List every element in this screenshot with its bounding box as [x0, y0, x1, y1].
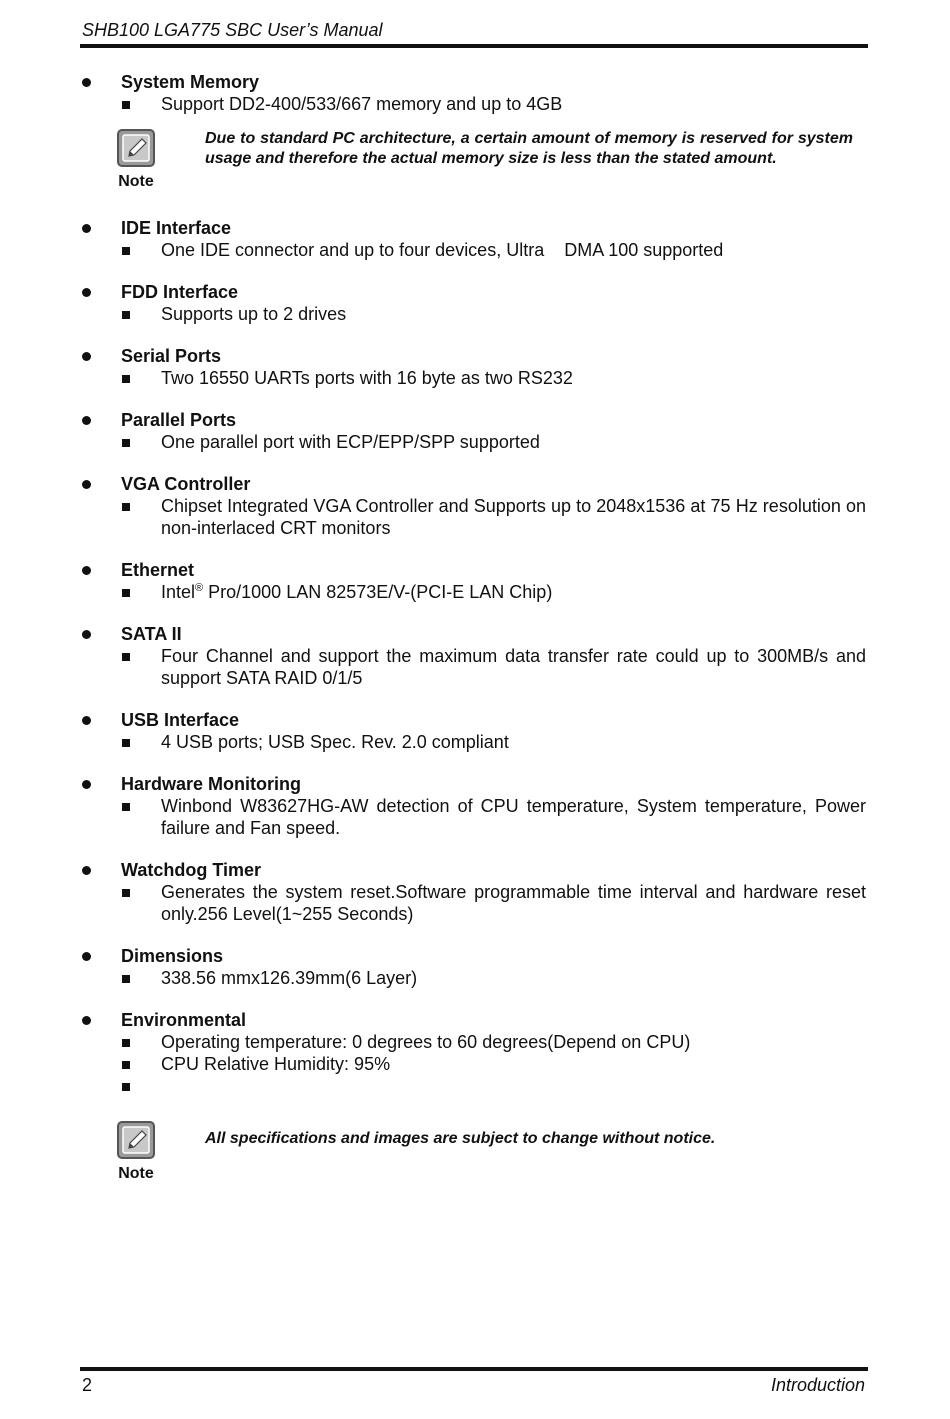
- bullet-dot-icon: [82, 352, 91, 361]
- square-bullet-icon: [122, 101, 130, 109]
- bullet-dot-icon: [82, 780, 91, 789]
- section-title: SATA II: [121, 624, 182, 644]
- spec-item: One IDE connector and up to four devices, Ultra DMA 100 supported: [161, 240, 724, 260]
- note-specifications: [80, 1121, 866, 1191]
- section-title: Environmental: [121, 1010, 247, 1030]
- square-bullet-icon: [122, 247, 130, 255]
- registered-mark: ®: [195, 582, 204, 594]
- square-bullet-icon: [122, 739, 130, 747]
- bullet-dot-icon: [82, 630, 91, 639]
- spec-item: 4 USB ports; USB Spec. Rev. 2.0 compliant: [161, 732, 509, 752]
- square-bullet-icon: [122, 653, 130, 661]
- spec-item: 338.56 mmx126.39mm(6 Layer): [161, 968, 418, 988]
- square-bullet-icon: [122, 311, 130, 319]
- spec-item: Intel® Pro/1000 LAN 82573E/V-(PCI-E LAN Chip): [80, 581, 866, 603]
- spec-list: [80, 71, 866, 1191]
- spec-item: Winbond W83627HG-AW detection of CPU temperature, System temperature, Power failure and Fan speed.: [161, 796, 866, 838]
- note-label: Note: [118, 173, 154, 190]
- footer-rule: [80, 1367, 868, 1371]
- spec-item: Chipset Integrated VGA Controller and Supports up to 2048x1536 at 75 Hz resolution on non-interlaced CRT monitors: [161, 496, 866, 538]
- bullet-dot-icon: [82, 416, 91, 425]
- square-bullet-icon: [122, 589, 130, 597]
- section-title: Hardware Monitoring: [121, 774, 302, 794]
- section-vga-controller: [80, 473, 866, 539]
- footer-section-title: Introduction: [770, 1375, 865, 1395]
- bullet-dot-icon: [82, 716, 91, 725]
- square-bullet-icon: [122, 1061, 130, 1069]
- section-title: USB Interface: [121, 710, 240, 730]
- section-title: Dimensions: [121, 946, 224, 966]
- spec-item: Two 16550 UARTs ports with 16 byte as two RS232: [161, 368, 573, 388]
- bullet-dot-icon: [82, 952, 91, 961]
- section-ethernet: [80, 559, 866, 603]
- section-title: FDD Interface: [121, 282, 239, 302]
- bullet-dot-icon: [82, 480, 91, 489]
- spec-item: One parallel port with ECP/EPP/SPP supported: [161, 432, 540, 452]
- square-bullet-icon: [122, 1083, 130, 1091]
- bullet-dot-icon: [82, 566, 91, 575]
- note-text: Due to standard PC architecture, a certain amount of memory is reserved for system usage and therefore the actual memory size is less than the stated amount.: [205, 130, 853, 167]
- note-text: All specifications and images are subject to change without notice.: [205, 1130, 716, 1147]
- spec-item: Support DD2-400/533/667 memory and up to 4GB: [161, 94, 563, 114]
- section-ide-interface: [80, 217, 866, 261]
- spec-item: Four Channel and support the maximum data transfer rate could up to 300MB/s and support SATA RAID 0/1/5: [161, 646, 866, 688]
- square-bullet-icon: [122, 439, 130, 447]
- section-fdd-interface: [80, 281, 866, 325]
- section-parallel-ports: [80, 409, 866, 453]
- section-title: IDE Interface: [121, 218, 232, 238]
- spec-item: Operating temperature: 0 degrees to 60 degrees(Depend on CPU): [161, 1032, 691, 1052]
- square-bullet-icon: [122, 503, 130, 511]
- square-bullet-icon: [122, 1039, 130, 1047]
- bullet-dot-icon: [82, 288, 91, 297]
- note-label: Note: [118, 1165, 154, 1182]
- section-watchdog-timer: [80, 859, 866, 925]
- bullet-dot-icon: [82, 78, 91, 87]
- section-sata-ii: [80, 623, 866, 689]
- bullet-dot-icon: [82, 224, 91, 233]
- header-rule: [80, 44, 868, 48]
- section-title: System Memory: [121, 72, 260, 92]
- note-pencil-icon: [117, 129, 155, 167]
- page-number: 2: [82, 1375, 93, 1395]
- spec-item: Supports up to 2 drives: [161, 304, 347, 324]
- section-environmental: [80, 1009, 866, 1097]
- square-bullet-icon: [122, 375, 130, 383]
- section-hardware-monitoring: [80, 773, 866, 839]
- bullet-dot-icon: [82, 1016, 91, 1025]
- section-title: Ethernet: [121, 560, 195, 580]
- bullet-dot-icon: [82, 866, 91, 875]
- section-title: VGA Controller: [121, 474, 251, 494]
- note-pencil-icon: [117, 1121, 155, 1159]
- square-bullet-icon: [122, 889, 130, 897]
- square-bullet-icon: [122, 975, 130, 983]
- section-serial-ports: [80, 345, 866, 389]
- square-bullet-icon: [122, 803, 130, 811]
- header-title: SHB100 LGA775 SBC User’s Manual: [82, 20, 383, 40]
- section-title: Serial Ports: [121, 346, 222, 366]
- section-title: Watchdog Timer: [121, 860, 262, 880]
- section-title: Parallel Ports: [121, 410, 237, 430]
- note-memory: [80, 129, 866, 217]
- section-usb-interface: [80, 709, 866, 753]
- section-system-memory: [80, 71, 866, 115]
- spec-item: Generates the system reset.Software programmable time interval and hardware reset only.256 Level(1~255 Seconds): [161, 882, 866, 924]
- spec-item: CPU Relative Humidity: 95%: [161, 1054, 391, 1074]
- section-dimensions: [80, 945, 866, 989]
